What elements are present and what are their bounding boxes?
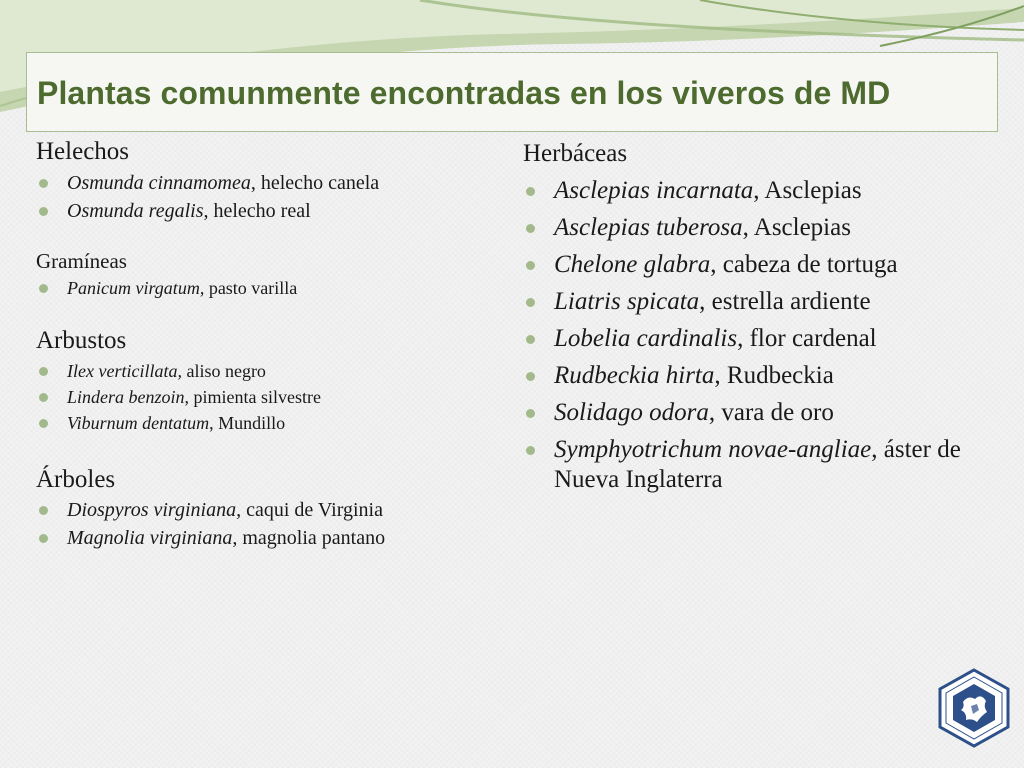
bullet-icon bbox=[526, 335, 535, 344]
left-column bbox=[36, 138, 466, 550]
list-arboles bbox=[36, 498, 466, 550]
bullet-icon bbox=[526, 372, 535, 381]
scientific-name: Magnolia virginiana bbox=[67, 527, 233, 550]
common-name: , pasto varilla bbox=[199, 277, 298, 298]
list-arbustos bbox=[36, 360, 466, 434]
bullet-icon bbox=[526, 409, 535, 418]
title-box bbox=[26, 52, 998, 132]
list-item bbox=[36, 386, 466, 408]
bullet-icon bbox=[39, 393, 48, 402]
common-name: , estrella ardiente bbox=[699, 287, 871, 315]
bullet-icon bbox=[39, 419, 48, 428]
bullet-icon bbox=[39, 207, 48, 216]
list-item bbox=[523, 435, 993, 495]
scientific-name: Ilex verticillata, bbox=[67, 360, 182, 381]
common-name: , Asclepias bbox=[753, 176, 862, 204]
heading-gramineas: Gramíneas bbox=[36, 248, 127, 273]
scientific-name: Symphyotrichum novae-angliae bbox=[554, 435, 872, 463]
bullet-icon bbox=[526, 224, 535, 233]
heading-helechos: Helechos bbox=[36, 138, 130, 165]
scientific-name: Chelone glabra bbox=[554, 250, 711, 278]
list-gramineas bbox=[36, 277, 466, 299]
bullet-icon bbox=[39, 534, 48, 543]
list-item bbox=[36, 526, 466, 550]
common-name: , Rudbeckia bbox=[714, 361, 834, 389]
scientific-name: Lindera benzoin bbox=[67, 386, 185, 407]
list-item bbox=[36, 360, 466, 382]
bullet-icon bbox=[526, 261, 535, 270]
heading-herbaceas: Herbáceas bbox=[523, 140, 628, 167]
common-name: , helecho canela bbox=[250, 171, 380, 194]
common-name: caqui de Virginia bbox=[241, 499, 383, 522]
list-item bbox=[523, 176, 993, 206]
bullet-icon bbox=[39, 179, 48, 188]
list-item bbox=[523, 213, 993, 243]
common-name: , cabeza de tortuga bbox=[710, 250, 898, 278]
common-name: , vara de oro bbox=[708, 398, 834, 426]
common-name: aliso negro bbox=[181, 360, 266, 381]
page-title: Plantas comunmente encontradas en los viveros de MD bbox=[37, 75, 891, 111]
scientific-name: Diospyros virginiana, bbox=[67, 499, 242, 522]
common-name: , flor cardenal bbox=[737, 324, 877, 352]
common-name: , pimienta silvestre bbox=[184, 386, 321, 407]
bullet-icon bbox=[526, 446, 535, 455]
common-name: , helecho real bbox=[203, 199, 311, 222]
list-item bbox=[523, 287, 993, 317]
scientific-name: Asclepias incarnata bbox=[554, 176, 754, 204]
university-seal-logo bbox=[937, 668, 1011, 748]
bullet-icon bbox=[39, 506, 48, 515]
list-item bbox=[523, 361, 993, 391]
list-item bbox=[36, 412, 466, 434]
list-item bbox=[523, 250, 993, 280]
list-item bbox=[36, 498, 466, 522]
scientific-name: Lobelia cardinalis bbox=[554, 324, 738, 352]
list-item bbox=[36, 277, 466, 299]
bullet-icon bbox=[39, 367, 48, 376]
scientific-name: Liatris spicata bbox=[554, 287, 700, 315]
list-herbaceas bbox=[523, 176, 993, 495]
scientific-name: Asclepias tuberosa bbox=[554, 213, 743, 241]
right-column bbox=[523, 140, 993, 495]
heading-arbustos: Arbustos bbox=[36, 326, 127, 354]
scientific-name: Osmunda regalis bbox=[67, 199, 204, 222]
scientific-name: Viburnum dentatum bbox=[67, 412, 210, 433]
heading-arboles: Árboles bbox=[36, 465, 116, 493]
scientific-name: Solidago odora bbox=[554, 398, 709, 426]
common-name: , magnolia pantano bbox=[232, 527, 386, 550]
scientific-name: Panicum virgatum bbox=[67, 277, 200, 298]
bullet-icon bbox=[526, 298, 535, 307]
list-item bbox=[523, 324, 993, 354]
list-item bbox=[523, 398, 993, 428]
common-name: , áster de Nueva Inglaterra bbox=[554, 435, 961, 493]
scientific-name: Osmunda cinnamomea bbox=[67, 171, 251, 194]
list-item bbox=[36, 171, 466, 195]
list-helechos bbox=[36, 171, 466, 223]
scientific-name: Rudbeckia hirta bbox=[554, 361, 715, 389]
bullet-icon bbox=[526, 187, 535, 196]
common-name: , Mundillo bbox=[209, 412, 286, 433]
list-item bbox=[36, 199, 466, 223]
common-name: , Asclepias bbox=[742, 213, 851, 241]
bullet-icon bbox=[39, 284, 48, 293]
